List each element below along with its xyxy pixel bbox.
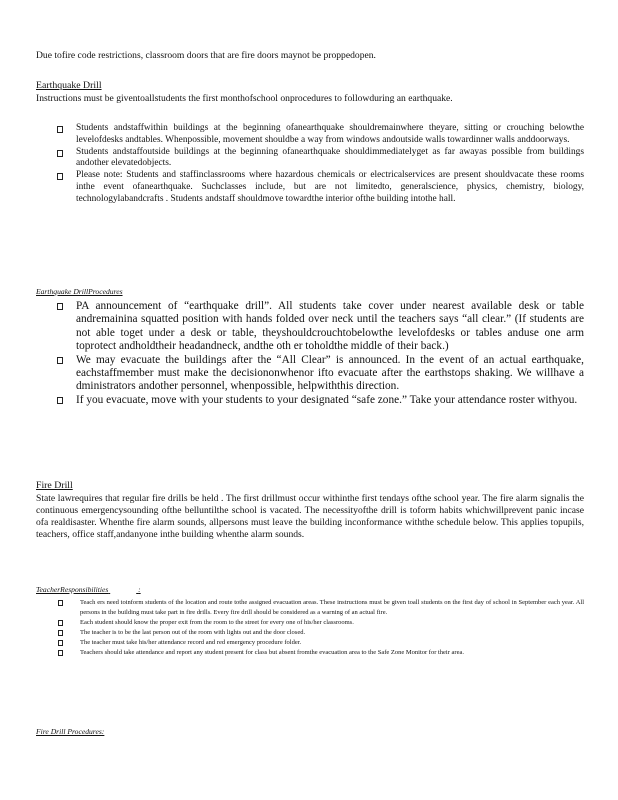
list-item: Students andstaffoutside buildings at the beginning ofanearthquake shouldimmediatelyget as far awayas possible from buildings andother elevatedobjects. [36,147,584,171]
list-item: Teachers should take attendance and report any student present for class but absent fromthe evacuation area to the Safe Zone Monitor for their area. [36,648,584,658]
teacher-responsibilities-list [36,598,584,657]
list-item: Please note: Students and staffinclassrooms where hazardous chemicals or electricalservices are present shouldvacate these rooms inthe event ofanearthquake. Suchclasses include, but are not limitedto, generalscience, physics, chemistry, biology, technologylabandcrafts . Students andstaff shouldmove towardthe interior ofthe building intothe hall. [36,170,584,205]
list-item: The teacher must take his/her attendance record and red emergency procedure folder. [36,638,584,648]
fire-drill-heading: Fire Drill [36,480,73,491]
teacher-responsibilities-colon: : [138,585,141,594]
list-item: We may evacuate the buildings after the “All Clear” is announced. In the event of an actual earthquake, eachstaffmember must make the decisiononwhenor ifto evacuate after the earthstops shaking. We willhave a dministrators andother personnel, whenpossible, helpwiththis direction. [36,354,584,394]
list-item: The teacher is to be the last person out of the room with lights out and the door closed. [36,628,584,638]
fire-drill-text: State lawrequires that regular fire drills be held . The first drillmust occur withinthe first tendays ofthe school year. The fire alarm signalis the continuous emergencysounding ofthe belluntilthe school is vacated. The necessityofthe drill is toform habits whichwillprevent panic incase ofa realdisaster. Whenthe fire alarm sounds, allpersons must leave the building inconformance withthe schedule below. This applies topupils, teachers, office staff,andanyone inthe building whenthe alarm sounds. [36,493,584,540]
fire-door-notice: Due tofire code restrictions, classroom doors that are fire doors maynot be proppedopen. [36,50,376,61]
list-item: PA announcement of “earthquake drill”. All students take cover under nearest available desk or table andremainina squatted position with hands folded over neck until the teachers says “all clear.” (If students are not able toget under a desk or table, theyshouldcrouchtobelowthe levelofdesks or tables anduse one arm toprotect andholdtheir headandneck, andthe oth er toholdthe middle of their back.) [36,300,584,354]
earthquake-bullet-list [36,123,584,206]
list-item: If you evacuate, move with your students to your designated “safe zone.” Take your attendance roster withyou. [36,394,584,407]
list-item: Students andstaffwithin buildings at the beginning ofanearthquake shouldremainwhere theyare, sitting or crouching belowthe levelofdesks andtables. Whenpossible, movement shouldbe a way from windows andoutside walls towardinner walls anddoorways. [36,123,584,147]
fire-drill-procedures-heading: Fire Drill Procedures: [36,727,105,736]
teacher-responsibilities-label: TeacherResponsibilities [36,585,109,594]
list-item: Teach ers need toinform students of the location and route tothe assigned evacuation areas. These instructions must be given toall students on the first day of school in September each year. All persons in the building must take part in fire drills. Every fire drill should be considered as a warning of an actual fire. [36,598,584,618]
earthquake-instructions: Instructions must be giventoallstudents the first monthofschool onprocedures to followduring an earthquake. [36,93,453,104]
drill-procedures-list [36,300,584,407]
earthquake-drill-heading: Earthquake Drill [36,80,102,91]
drill-procedures-heading: Earthquake DrillProcedures [36,287,123,296]
teacher-responsibilities-heading [36,585,141,594]
list-item: Each student should know the proper exit from the room to the street for every one of his/her classrooms. [36,618,584,628]
